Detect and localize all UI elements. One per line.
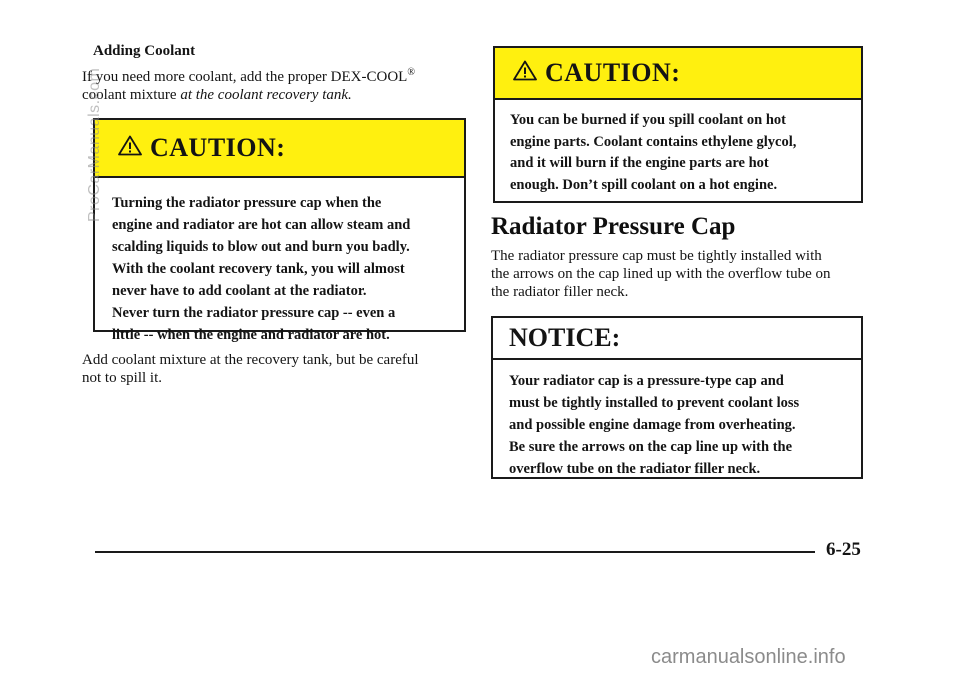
caution-line: never have to add coolant at the radiator. bbox=[112, 283, 367, 299]
caution-header bbox=[495, 48, 861, 100]
caution-line: and it will burn if the engine parts are hot bbox=[510, 155, 769, 171]
notice-line: overflow tube on the radiator filler neck. bbox=[509, 461, 761, 477]
adding-coolant-heading: Adding Coolant bbox=[93, 43, 196, 59]
caution-label: CAUTION: bbox=[150, 133, 286, 162]
caution-line: Never turn the radiator pressure cap -- even a bbox=[112, 305, 396, 321]
intro-text: If you need more coolant, add the proper DEX-COOL bbox=[82, 69, 408, 85]
warning-triangle-icon bbox=[513, 60, 537, 86]
caution-body bbox=[95, 178, 464, 346]
caution-box-steam bbox=[93, 118, 466, 343]
notice-line: Your radiator cap is a pressure-type cap and bbox=[509, 373, 784, 389]
caution-line: engine parts. Coolant contains ethylene glycol, bbox=[510, 133, 797, 150]
paragraph-line: Add coolant mixture at the recovery tank, but be careful bbox=[82, 352, 419, 368]
caution-box-burn bbox=[493, 46, 863, 203]
notice-line: must be tightly installed to prevent coolant loss bbox=[509, 395, 800, 411]
notice-line: Be sure the arrows on the cap line up with the bbox=[509, 439, 793, 455]
intro-line-2 bbox=[82, 86, 462, 104]
caution-line: engine and radiator are hot can allow steam and bbox=[112, 217, 411, 233]
paragraph-line: the arrows on the cap lined up with the overflow tube on bbox=[491, 266, 831, 282]
caution-line: You can be burned if you spill coolant on hot bbox=[510, 112, 786, 128]
caution-label: CAUTION: bbox=[545, 58, 681, 87]
notice-header bbox=[493, 318, 861, 360]
paragraph-line: not to spill it. bbox=[82, 370, 163, 386]
caution-header bbox=[95, 120, 464, 178]
watermark-bottom: carmanualsonline.info bbox=[651, 646, 846, 668]
page-number: 6-25 bbox=[826, 539, 861, 560]
warning-triangle-icon bbox=[118, 135, 142, 161]
intro-line2-italic: at the coolant recovery tank. bbox=[180, 87, 352, 103]
radiator-pressure-cap-heading: Radiator Pressure Cap bbox=[491, 213, 736, 240]
caution-line: enough. Don’t spill coolant on a hot engine. bbox=[510, 176, 778, 193]
registered-mark: ® bbox=[407, 67, 415, 78]
caution-line: Turning the radiator pressure cap when the bbox=[112, 195, 382, 211]
intro-line-1 bbox=[82, 64, 462, 86]
caution-line: scalding liquids to blow out and burn you badly. bbox=[112, 239, 410, 255]
intro-line2-plain: coolant mixture bbox=[82, 87, 181, 103]
paragraph-line: the radiator filler neck. bbox=[491, 284, 629, 300]
watermark-vertical: ProCarManuals.com bbox=[86, 67, 103, 222]
notice-box bbox=[491, 316, 863, 479]
paragraph-line: The radiator pressure cap must be tightly installed with bbox=[491, 248, 822, 264]
notice-body bbox=[493, 360, 861, 480]
adding-coolant-intro bbox=[82, 64, 462, 104]
footer-rule bbox=[95, 551, 815, 553]
radiator-pressure-cap-paragraph bbox=[491, 247, 869, 301]
caution-line: With the coolant recovery tank, you will almost bbox=[112, 261, 405, 277]
caution-body bbox=[495, 100, 861, 196]
caution-line: little -- when the engine and radiator are hot. bbox=[112, 327, 390, 343]
notice-line: and possible engine damage from overheating. bbox=[509, 417, 796, 433]
notice-label: NOTICE: bbox=[509, 323, 621, 352]
add-coolant-paragraph bbox=[82, 351, 467, 387]
